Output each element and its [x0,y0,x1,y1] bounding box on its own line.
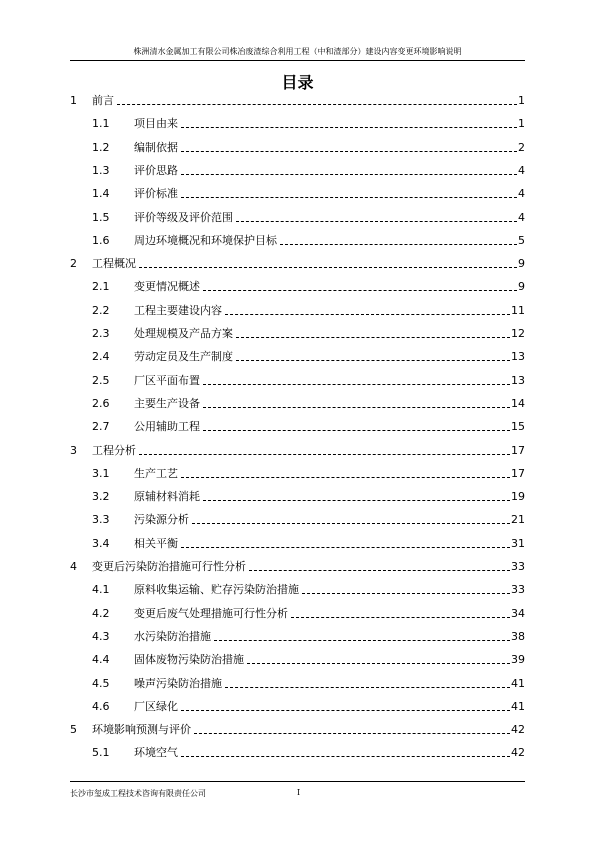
toc-entry-number: 1.6 [92,233,110,247]
toc-entry-title: 变更后废气处理措施可行性分析 [134,606,288,620]
toc-entry[interactable] [92,418,525,434]
toc-entry-page: 42 [511,723,525,737]
toc-entry[interactable] [92,325,525,341]
toc-entry-page: 13 [511,373,525,387]
toc-entry-page: 4 [518,210,525,224]
toc-entry-page: 4 [518,187,525,201]
toc-entry-title: 公用辅助工程 [134,420,200,434]
toc-entry-page: 9 [518,257,525,271]
toc-entry[interactable] [92,302,525,318]
toc-entry[interactable] [92,651,525,667]
toc-entry-page: 4 [518,163,525,177]
toc-leader-dots [181,756,510,757]
toc-entry-title: 项目由来 [134,117,178,131]
toc-entry-title: 编制依据 [134,140,178,154]
toc-entry-number: 1.1 [92,117,110,131]
toc-entry-number: 2.6 [92,396,110,410]
toc-entry[interactable] [92,139,525,155]
toc-entry-number: 3.4 [92,536,110,550]
toc-leader-dots [181,710,510,711]
toc-entry-page: 12 [511,327,525,340]
toc-entry-number: 3.1 [92,466,110,480]
toc-entry-number: 2.7 [92,420,110,434]
toc-leader-dots [181,197,517,198]
footer-rule [70,781,525,782]
toc-entry-page: 38 [511,629,525,643]
toc-entry-page: 17 [511,466,525,480]
toc-entry-title: 水污染防治措施 [134,629,211,643]
toc-entry-number: 5.1 [92,746,110,760]
toc-entry-page: 33 [511,583,525,597]
toc-entry-number: 4.5 [92,676,110,690]
toc-entry-title: 污染源分析 [134,513,189,527]
toc-entry[interactable] [92,372,525,388]
toc-entry-number: 1 [70,94,77,107]
toc-entry[interactable] [92,465,525,481]
toc-entry-page: 13 [511,350,525,364]
toc-entry[interactable] [92,675,525,691]
toc-entry-page: 41 [511,699,525,713]
toc-entry-number: 1.2 [92,140,110,154]
toc-entry-number: 3.2 [92,490,110,504]
toc-entry-title: 评价标准 [134,187,178,201]
toc-entry-number: 4.1 [92,583,110,597]
toc-leader-dots [192,523,510,524]
toc-entry-title: 噪声污染防治措施 [134,676,222,690]
toc-entry[interactable] [92,278,525,294]
toc-entry-page: 31 [511,536,525,550]
toc-entry[interactable] [92,511,525,527]
toc-entry-number: 4.2 [92,606,110,620]
toc-entry[interactable] [70,442,525,458]
toc-entry-page: 41 [511,676,525,690]
toc-entry-number: 5 [70,723,77,737]
toc-entry-page: 19 [511,490,525,504]
toc-entry-title: 厂区平面布置 [134,373,200,387]
toc-entry-title: 周边环境概况和环境保护目标 [134,233,277,247]
toc-leader-dots [236,360,510,361]
toc-entry-title: 环境影响预测与评价 [92,723,191,737]
toc-entry-title: 原料收集运输、贮存污染防治措施 [134,583,299,597]
toc-entry-page: 21 [511,513,525,527]
toc-entry[interactable] [70,558,525,574]
toc-entry[interactable] [92,209,525,225]
toc-entry[interactable] [92,185,525,201]
toc-entry-title: 评价等级及评价范围 [134,210,233,224]
toc-leader-dots [203,430,510,431]
toc-entry-page: 14 [511,396,525,410]
toc-entry-title: 原辅材料消耗 [134,490,200,504]
toc-entry[interactable] [70,255,525,271]
toc-entry-number: 2.5 [92,373,110,387]
toc-entry[interactable] [92,395,525,411]
toc-entry-number: 4.4 [92,653,110,667]
toc-entry-number: 4.3 [92,629,110,643]
toc-entry-title: 工程概况 [92,257,136,271]
toc-leader-dots [203,500,510,501]
running-header: 株洲清水金属加工有限公司株冶废渣综合利用工程（中和渣部分）建设内容变更环境影响说明 [133,47,462,56]
toc-leader-dots [302,593,510,594]
toc-entry[interactable] [92,628,525,644]
toc-entry[interactable] [92,535,525,551]
toc-entry-title: 生产工艺 [134,466,178,480]
toc-leader-dots [247,663,510,664]
toc-entry-number: 2.1 [92,280,110,294]
toc-leader-dots [203,384,510,385]
toc-leader-dots [236,221,517,222]
toc-leader-dots [214,640,510,641]
toc-entry-number: 3 [70,443,77,457]
toc-entry-page: 34 [511,606,525,620]
toc-entry-number: 2.2 [92,303,110,317]
toc-entry-title: 固体废物污染防治措施 [134,653,244,667]
toc-entry-title: 前言 [92,94,114,107]
toc-entry-number: 4.6 [92,699,110,713]
toc-leader-dots [249,570,510,571]
toc-entry[interactable] [92,581,525,597]
toc-entry[interactable] [92,488,525,504]
toc-leader-dots [181,127,517,128]
toc-leader-dots [225,687,510,688]
toc-leader-dots [280,244,517,245]
toc-entry-page: 9 [518,280,525,294]
toc-entry-page: 42 [511,746,525,760]
footer-page-number: I [297,788,301,797]
toc-entry-title: 主要生产设备 [134,396,200,410]
toc-entry-number: 2.3 [92,327,110,340]
toc-entry-title: 变更情况概述 [134,280,200,294]
toc-entry-title: 评价思路 [134,163,178,177]
toc-entry-title: 工程分析 [92,443,136,457]
toc-entry-page: 5 [518,233,525,247]
toc-entry[interactable] [92,744,525,760]
footer-company: 长沙市玺成工程技术咨询有限责任公司 [70,789,206,798]
toc-entry-page: 2 [518,140,525,154]
toc-entry-number: 2 [70,257,77,271]
toc-entry-page: 1 [518,94,525,107]
toc-entry-number: 4 [70,560,77,573]
toc-entry-page: 11 [511,303,525,317]
toc-entry-page: 17 [511,443,525,457]
toc-leader-dots [181,547,510,548]
toc-leader-dots [225,314,510,315]
toc-entry-page: 33 [511,560,525,573]
toc-leader-dots [139,267,517,268]
toc-leader-dots [203,290,517,291]
toc-entry-number: 1.4 [92,187,110,201]
toc-leader-dots [181,174,517,175]
toc-entry-title: 相关平衡 [134,536,178,550]
toc-entry-title: 处理规模及产品方案 [134,327,233,340]
toc-entry[interactable] [92,348,525,364]
toc-title: 目录 [281,73,314,92]
toc-entry[interactable] [92,605,525,621]
toc-entry[interactable] [92,115,525,131]
toc-entry[interactable] [92,232,525,248]
toc-leader-dots [291,617,510,618]
toc-entry-title: 厂区绿化 [134,699,178,713]
toc-entry-number: 1.5 [92,210,110,224]
toc-entry[interactable] [92,162,525,178]
toc-entry-page: 1 [518,117,525,131]
toc-entry[interactable] [92,698,525,714]
toc-leader-dots [203,407,510,408]
toc-entry-page: 39 [511,653,525,667]
toc-entry-title: 工程主要建设内容 [134,303,222,317]
toc-entry-title: 劳动定员及生产制度 [134,350,233,364]
toc-entry[interactable] [70,92,525,108]
toc-leader-dots [117,104,517,105]
toc-entry[interactable] [70,721,525,737]
toc-leader-dots [194,733,510,734]
toc-leader-dots [139,454,510,455]
toc-leader-dots [181,477,510,478]
toc-entry-number: 2.4 [92,350,110,364]
toc-entry-number: 3.3 [92,513,110,527]
toc-entry-title: 变更后污染防治措施可行性分析 [92,560,246,573]
header-rule [70,60,525,61]
toc-leader-dots [236,337,510,338]
toc-entry-title: 环境空气 [134,746,178,760]
toc-entry-number: 1.3 [92,163,110,177]
toc-entry-page: 15 [511,420,525,434]
toc-leader-dots [181,151,517,152]
